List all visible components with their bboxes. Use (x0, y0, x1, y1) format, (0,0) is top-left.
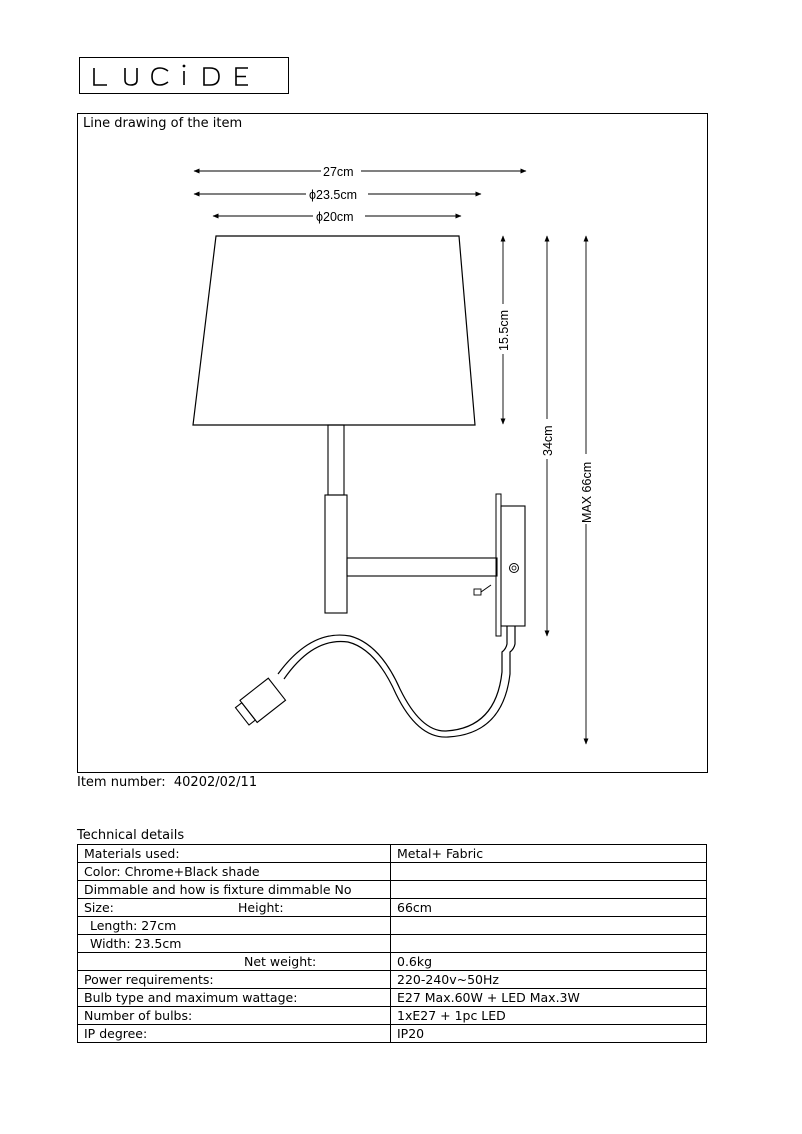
table-row (78, 971, 707, 989)
dim-shade-height-label: 15.5cm (497, 310, 511, 351)
line-drawing-title: Line drawing of the item (83, 116, 243, 131)
spec-label: Materials used: (78, 845, 391, 863)
item-number-value: 40202/02/11 (173, 775, 258, 790)
table-row (78, 935, 707, 953)
spec-value: 220-240v~50Hz (391, 971, 707, 989)
table-row (78, 863, 707, 881)
item-number (77, 775, 257, 791)
dim-fixture-height-label: 34cm (541, 425, 555, 456)
spec-value: IP20 (391, 1025, 707, 1043)
spec-value (391, 863, 707, 881)
spec-value (391, 935, 707, 953)
dim-max-height-label: MAX 66cm (580, 461, 594, 523)
table-row (78, 899, 707, 917)
spec-label: Bulb type and maximum wattage: (78, 989, 391, 1007)
spec-value: Metal+ Fabric (391, 845, 707, 863)
spec-label: Power requirements: (78, 971, 391, 989)
technical-details-table (77, 844, 707, 1043)
spec-label: Size: (84, 900, 114, 915)
table-row (78, 1025, 707, 1043)
spec-label: IP degree: (78, 1025, 391, 1043)
item-number-label: Item number: (77, 775, 166, 790)
spec-value: 0.6kg (391, 953, 707, 971)
spec-value (391, 881, 707, 899)
table-row (78, 881, 707, 899)
line-drawing-frame (77, 113, 708, 773)
table-row (78, 953, 707, 971)
spec-value: 1xE27 + 1pc LED (391, 1007, 707, 1025)
spec-label: Length: 27cm (90, 918, 177, 933)
spec-label: Dimmable and how is fixture dimmable No (78, 881, 391, 899)
technical-details-title: Technical details (77, 828, 185, 843)
spec-sublabel: Height: (238, 900, 284, 915)
spec-label-cell (78, 935, 391, 953)
spec-label-cell (78, 953, 391, 971)
spec-label: Width: 23.5cm (90, 936, 182, 951)
spec-value: E27 Max.60W + LED Max.3W (391, 989, 707, 1007)
spec-label-cell (78, 917, 391, 935)
spec-value: 66cm (391, 899, 707, 917)
spec-label: Color: Chrome+Black shade (78, 863, 391, 881)
table-row (78, 1007, 707, 1025)
table-row (78, 845, 707, 863)
table-row (78, 917, 707, 935)
lucide-logo (79, 57, 289, 94)
dim-width-label: 27cm (323, 165, 354, 179)
dim-outer-diameter-label: ϕ23.5cm (309, 188, 357, 202)
dim-inner-diameter-label: ϕ20cm (316, 210, 354, 224)
spec-value (391, 917, 707, 935)
table-row (78, 989, 707, 1007)
spec-label: Number of bulbs: (78, 1007, 391, 1025)
spec-label-size (78, 899, 391, 917)
lamp-line-drawing (78, 114, 709, 774)
spec-label: Net weight: (244, 954, 317, 969)
lucide-logo-mark (80, 58, 290, 95)
